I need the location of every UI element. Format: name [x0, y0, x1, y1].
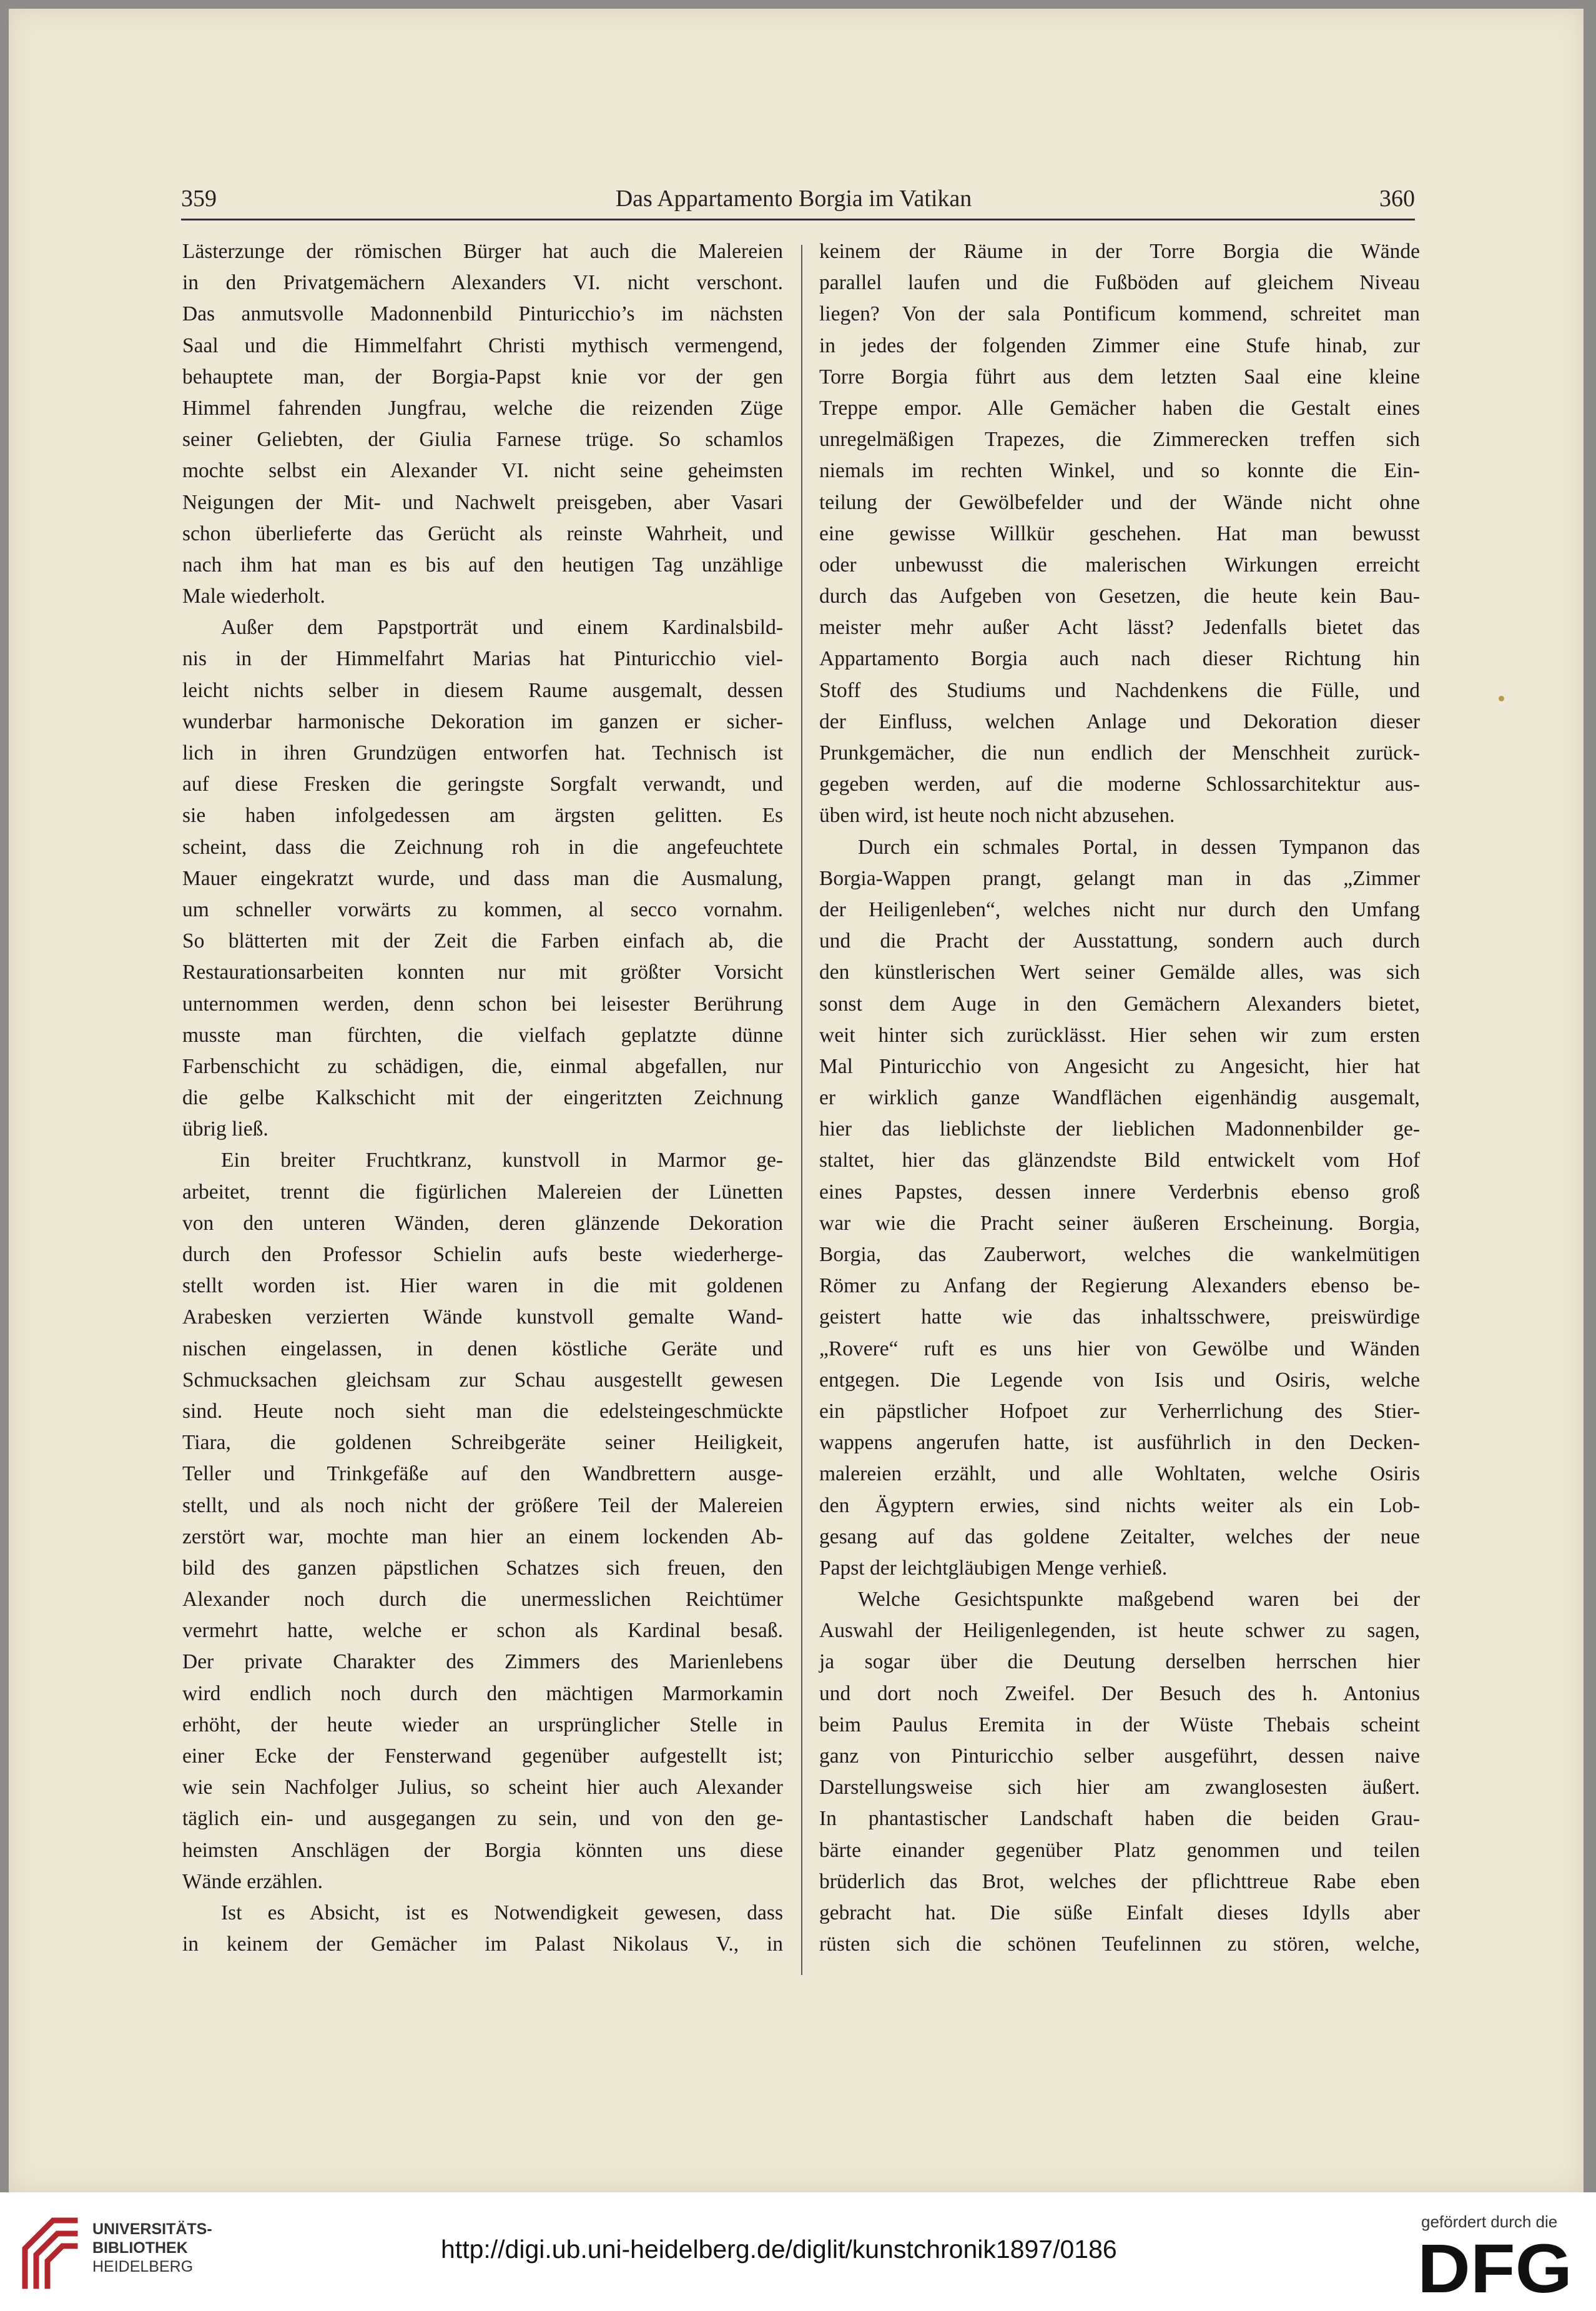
text-line: eine gewisse Willkür geschehen. Hat man bewusst — [819, 522, 1420, 545]
text-line: Teller und Trinkgefäße auf den Wandbrettern ausge- — [182, 1462, 783, 1486]
library-name — [92, 2220, 212, 2276]
text-line: stellt, und als noch nicht der größere Teil der Malereien — [182, 1493, 783, 1517]
text-line: in keinem der Gemächer im Palast Nikolaus V., in — [182, 1932, 783, 1956]
text-line: Neigungen der Mit- und Nachwelt preisgeben, aber Vasari — [182, 490, 783, 514]
text-line: Stoff des Studiums und Nachdenkens die Fülle, und — [819, 678, 1420, 702]
text-line: Durch ein schmales Portal, in dessen Tympanon das — [858, 835, 1420, 859]
margin-mark — [1499, 696, 1504, 701]
text-line: Alexander noch durch die unermesslichen Reichtümer — [182, 1588, 783, 1611]
text-line: vermehrt hatte, welche er schon als Kardinal besaß. — [182, 1619, 783, 1643]
page-number-left: 359 — [181, 186, 217, 212]
column-divider — [801, 245, 802, 1975]
text-line: Welche Gesichtspunkte maßgebend waren bei der — [858, 1588, 1420, 1611]
text-line: wie sein Nachfolger Julius, so scheint hier auch Alexander — [182, 1776, 783, 1799]
text-line: nis in der Himmelfahrt Marias hat Pinturicchio viel- — [182, 647, 783, 671]
text-line: behauptete man, der Borgia-Papst knie vor der gen — [182, 365, 783, 388]
text-line: musste man fürchten, die vielfach geplatzte dünne — [182, 1023, 783, 1047]
text-line: täglich ein- und ausgegangen zu sein, und von den ge- — [182, 1807, 783, 1831]
text-line: wappens angerufen hatte, ist ausführlich in den Decken- — [819, 1431, 1420, 1455]
text-line: sonst dem Auge in den Gemächern Alexanders bietet, — [819, 992, 1420, 1016]
text-line: malereien erzählt, und alle Wohltaten, welche Osiris — [819, 1462, 1420, 1486]
text-line: von den unteren Wänden, deren glänzende Dekoration — [182, 1211, 783, 1235]
text-line: brüderlich das Brot, welches der pflichttreue Rabe eben — [819, 1869, 1420, 1893]
text-line: Römer zu Anfang der Regierung Alexanders ebenso be- — [819, 1274, 1420, 1298]
text-line: ganz von Pinturicchio selber ausgeführt, dessen naive — [819, 1744, 1420, 1768]
text-line: um schneller vorwärts zu kommen, al secco vornahm. — [182, 898, 783, 921]
text-line: gesang auf das goldene Zeitalter, welches der neue — [819, 1525, 1420, 1548]
text-line: Außer dem Papstporträt und einem Kardinalsbild- — [221, 616, 783, 640]
text-line: parallel laufen und die Fußböden auf gleichem Niveau — [819, 271, 1420, 295]
text-line: heimsten Anschlägen der Borgia könnten uns diese — [182, 1838, 783, 1862]
text-line: Mauer eingekratzt wurde, und dass man die Ausmalung, — [182, 866, 783, 890]
university-library-logo-icon — [19, 2211, 81, 2292]
text-line: nischen eingelassen, in denen köstliche Geräte und — [182, 1337, 783, 1360]
right-text-column — [819, 236, 1420, 1960]
text-line: teilung der Gewölbefelder und der Wände nicht ohne — [819, 490, 1420, 514]
text-line: durch den Professor Schielin aufs beste wiederherge- — [182, 1243, 783, 1266]
text-line: erhöht, der heute wieder an ursprünglicher Stelle in — [182, 1713, 783, 1736]
text-line: gebracht hat. Die süße Einfalt dieses Idylls aber — [819, 1901, 1420, 1924]
text-line: Papst der leichtgläubigen Menge verhieß. — [819, 1556, 1168, 1580]
text-line: wird endlich noch durch den mächtigen Marmorkamin — [182, 1681, 783, 1705]
text-line: scheint, dass die Zeichnung roh in die angefeuchtete — [182, 835, 783, 859]
text-line: in den Privatgemächern Alexanders VI. nicht verschont. — [182, 271, 783, 295]
text-line: rüsten sich die schönen Teufelinnen zu stören, welche, — [819, 1932, 1420, 1956]
text-line: Male wiederholt. — [182, 585, 325, 608]
text-line: sind. Heute noch sieht man die edelsteingeschmückte — [182, 1399, 783, 1423]
text-line: die gelbe Kalkschicht mit der eingeritzten Zeichnung — [182, 1086, 783, 1110]
text-line: unternommen werden, denn schon bei leisester Berührung — [182, 992, 783, 1016]
text-line: In phantastischer Landschaft haben die beiden Grau- — [819, 1807, 1420, 1831]
text-line: geistert hatte wie das inhaltsschwere, preiswürdige — [819, 1305, 1420, 1329]
text-line: sie haben infolgedessen am ärgsten gelitten. Es — [182, 804, 783, 828]
text-line: arbeitet, trennt die figürlichen Malereien der Lünetten — [182, 1180, 783, 1204]
text-line: wunderbar harmonische Dekoration im ganzen er sicher- — [182, 710, 783, 733]
text-line: oder unbewusst die malerischen Wirkungen erreicht — [819, 553, 1420, 577]
text-line: So blätterten mit der Zeit die Farben einfach ab, die — [182, 929, 783, 953]
text-line: seiner Geliebten, der Giulia Farnese trüge. So schamlos — [182, 428, 783, 452]
text-line: Ein breiter Fruchtkranz, kunstvoll in Marmor ge- — [221, 1149, 783, 1172]
text-line: weit hinter sich zurücklässt. Hier sehen wir zum ersten — [819, 1023, 1420, 1047]
text-line: auf diese Fresken die geringste Sorgfalt verwandt, und — [182, 773, 783, 796]
text-line: übrig ließ. — [182, 1117, 268, 1141]
text-line: „Rovere“ ruft es uns hier von Gewölbe und Wänden — [819, 1337, 1420, 1360]
running-title: Das Appartamento Borgia im Vatikan — [615, 186, 972, 212]
text-line: Das anmutsvolle Madonnenbild Pinturicchio’s im nächsten — [182, 302, 783, 326]
text-line: keinem der Räume in der Torre Borgia die Wände — [819, 240, 1420, 263]
text-line: schon überlieferte das Gerücht als reinste Wahrheit, und — [182, 522, 783, 545]
text-line: Restaurationsarbeiten konnten nur mit größter Vorsicht — [182, 961, 783, 984]
text-line: lich in ihren Grundzügen entworfen hat. Technisch ist — [182, 741, 783, 765]
text-line: bild des ganzen päpstlichen Schatzes sich freuen, den — [182, 1556, 783, 1580]
text-line: Arabesken verzierten Wände kunstvoll gemalte Wand- — [182, 1305, 783, 1329]
text-line: Darstellungsweise sich hier am zwanglosesten äußert. — [819, 1776, 1420, 1799]
funding-caption: gefördert durch die — [1421, 2212, 1558, 2231]
text-line: war wie die Pracht seiner äußeren Erscheinung. Borgia, — [819, 1211, 1420, 1235]
text-line: Der private Charakter des Zimmers des Marienlebens — [182, 1650, 783, 1674]
text-line: entgegen. Die Legende von Isis und Osiris, welche — [819, 1368, 1420, 1392]
text-line: Mal Pinturicchio von Angesicht zu Angesicht, hier hat — [819, 1054, 1420, 1078]
text-line: Schmucksachen gleichsam zur Schau ausgestellt gewesen — [182, 1368, 783, 1392]
text-line: Treppe empor. Alle Gemächer haben die Gestalt eines — [819, 396, 1420, 420]
text-line: den künstlerischen Wert seiner Gemälde alles, was sich — [819, 961, 1420, 984]
text-line: Auswahl der Heiligenlegenden, ist heute schwer zu sagen, — [819, 1619, 1420, 1643]
text-line: ja sogar über die Deutung derselben herrschen hier — [819, 1650, 1420, 1674]
library-name-line2: BIBLIOTHEK — [92, 2239, 188, 2257]
text-line: hier das lieblichste der lieblichen Madonnenbilder ge- — [819, 1117, 1420, 1141]
footer-bar — [0, 2192, 1596, 2311]
text-line: niemals im rechten Winkel, und so konnte die Ein- — [819, 459, 1420, 483]
library-name-line3: HEIDELBERG — [92, 2258, 194, 2275]
text-line: Prunkgemächer, die nun endlich der Menschheit zurück- — [819, 741, 1420, 765]
text-line: gegeben werden, auf die moderne Schlossarchitektur aus- — [819, 773, 1420, 796]
dfg-logo-text: DFG — [1417, 2236, 1572, 2299]
text-line: Lästerzunge der römischen Bürger hat auch die Malereien — [182, 240, 783, 263]
library-name-line1: UNIVERSITÄTS- — [92, 2220, 212, 2238]
text-line: in jedes der folgenden Zimmer eine Stufe hinab, zur — [819, 334, 1420, 357]
text-line: durch das Aufgeben von Gesetzen, die heute kein Bau- — [819, 585, 1420, 608]
text-line: staltet, hier das glänzendste Bild entwickelt vom Hof — [819, 1149, 1420, 1172]
running-head — [172, 181, 1415, 219]
text-line: Appartamento Borgia auch nach dieser Richtung hin — [819, 647, 1420, 671]
text-line: mochte selbst ein Alexander VI. nicht seine geheimsten — [182, 459, 783, 483]
text-line: Farbenschicht zu schädigen, die, einmal abgefallen, nur — [182, 1054, 783, 1078]
text-line: meister mehr außer Acht lässt? Jedenfalls bietet das — [819, 616, 1420, 640]
text-line: der Einfluss, welchen Anlage und Dekoration dieser — [819, 710, 1420, 733]
left-text-column — [182, 236, 783, 1960]
text-line: Saal und die Himmelfahrt Christi mythisch vermengend, — [182, 334, 783, 357]
text-line: Ist es Absicht, ist es Notwendigkeit gewesen, dass — [221, 1901, 783, 1924]
text-line: er wirklich ganze Wandflächen eigenhändig ausgemalt, — [819, 1086, 1420, 1110]
text-line: und dort noch Zweifel. Der Besuch des h. Antonius — [819, 1681, 1420, 1705]
text-line: unregelmäßigen Trapezes, die Zimmerecken treffen sich — [819, 428, 1420, 452]
text-line: bärte einander gegenüber Platz genommen und teilen — [819, 1838, 1420, 1862]
text-line: Borgia-Wappen prangt, gelangt man in das „Zimmer — [819, 866, 1420, 890]
text-line: zerstört war, mochte man hier an einem lockenden Ab- — [182, 1525, 783, 1548]
text-line: leicht nichts selber in diesem Raume ausgemalt, dessen — [182, 678, 783, 702]
text-line: Tiara, die goldenen Schreibgeräte seiner Heiligkeit, — [182, 1431, 783, 1455]
page-number-right: 360 — [1379, 186, 1415, 212]
text-line: Borgia, das Zauberwort, welches die wankelmütigen — [819, 1243, 1420, 1266]
text-line: der Heiligenleben“, welches nicht nur durch den Umfang — [819, 898, 1420, 921]
text-line: stellt worden ist. Hier waren in die mit goldenen — [182, 1274, 783, 1298]
text-line: Himmel fahrenden Jungfrau, welche die reizenden Züge — [182, 396, 783, 420]
text-line: nach ihm hat man es bis auf den heutigen Tag unzählige — [182, 553, 783, 577]
text-line: einer Ecke der Fensterwand gegenüber aufgestellt ist; — [182, 1744, 783, 1768]
text-line: und die Pracht der Ausstattung, sondern auch durch — [819, 929, 1420, 953]
text-line: liegen? Von der sala Pontificum kommend, schreitet man — [819, 302, 1420, 326]
text-line: ein päpstlicher Hofpoet zur Verherrlichung des Stier- — [819, 1399, 1420, 1423]
text-line: eines Papstes, dessen innere Verderbnis ebenso groß — [819, 1180, 1420, 1204]
text-line: Wände erzählen. — [182, 1869, 323, 1893]
permalink-url[interactable]: http://digi.ub.uni-heidelberg.de/diglit/kunstchronik1897/0186 — [441, 2235, 1117, 2264]
dfg-logo-icon — [1417, 2236, 1574, 2299]
text-line: beim Paulus Eremita in der Wüste Thebais scheint — [819, 1713, 1420, 1736]
text-line: Torre Borgia führt aus dem letzten Saal eine kleine — [819, 365, 1420, 388]
text-line: den Ägyptern erwies, sind nichts weiter als ein Lob- — [819, 1493, 1420, 1517]
header-rule — [181, 219, 1415, 220]
text-line: üben wird, ist heute noch nicht abzusehen. — [819, 804, 1175, 828]
